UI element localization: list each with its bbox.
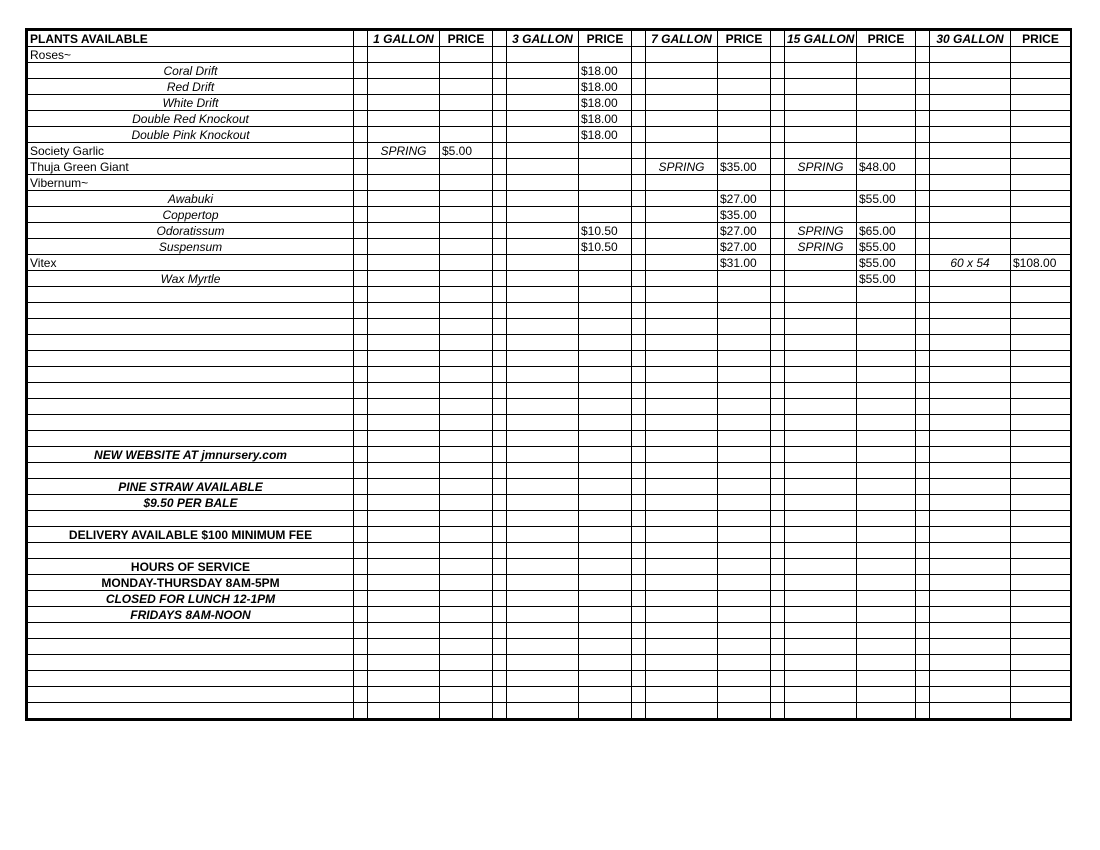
price-cell bbox=[579, 271, 632, 287]
size-cell bbox=[646, 79, 718, 95]
size-cell bbox=[930, 175, 1011, 191]
price-cell bbox=[718, 95, 771, 111]
size-cell bbox=[785, 95, 857, 111]
price-cell: $35.00 bbox=[718, 159, 771, 175]
size-cell bbox=[930, 271, 1011, 287]
note-hours-lunch: CLOSED FOR LUNCH 12-1PM bbox=[28, 591, 354, 607]
size-cell bbox=[368, 111, 440, 127]
header-3-gallon: 3 GALLON bbox=[507, 31, 579, 47]
table-row bbox=[28, 63, 1071, 79]
size-cell bbox=[507, 191, 579, 207]
note-row bbox=[28, 495, 1071, 511]
header-price-15: PRICE bbox=[857, 31, 916, 47]
table-row bbox=[28, 111, 1071, 127]
price-cell bbox=[857, 47, 916, 63]
note-hours-weekday: MONDAY-THURSDAY 8AM-5PM bbox=[28, 575, 354, 591]
price-cell: $27.00 bbox=[718, 223, 771, 239]
header-30-gallon: 30 GALLON bbox=[930, 31, 1011, 47]
note-website: NEW WEBSITE AT jmnursery.com bbox=[28, 447, 354, 463]
size-cell bbox=[368, 191, 440, 207]
size-cell bbox=[785, 47, 857, 63]
price-cell bbox=[579, 47, 632, 63]
price-cell bbox=[440, 95, 493, 111]
note-row bbox=[28, 607, 1071, 623]
blank-row bbox=[28, 431, 1071, 447]
blank-cell bbox=[28, 367, 354, 383]
blank-cell bbox=[28, 415, 354, 431]
plant-name: Thuja Green Giant bbox=[28, 159, 354, 175]
size-cell bbox=[507, 63, 579, 79]
size-cell bbox=[507, 223, 579, 239]
blank-row bbox=[28, 383, 1071, 399]
size-cell bbox=[646, 63, 718, 79]
size-cell bbox=[930, 239, 1011, 255]
price-cell bbox=[579, 175, 632, 191]
size-cell bbox=[507, 79, 579, 95]
size-cell bbox=[507, 47, 579, 63]
price-cell bbox=[440, 127, 493, 143]
table-row bbox=[28, 95, 1071, 111]
size-cell bbox=[507, 95, 579, 111]
price-cell bbox=[718, 143, 771, 159]
size-cell bbox=[785, 143, 857, 159]
price-cell bbox=[857, 111, 916, 127]
size-cell bbox=[785, 63, 857, 79]
size-cell bbox=[930, 159, 1011, 175]
size-cell bbox=[646, 127, 718, 143]
price-cell: $10.50 bbox=[579, 239, 632, 255]
blank-cell bbox=[28, 687, 354, 703]
plant-name: Coppertop bbox=[28, 207, 354, 223]
price-cell bbox=[440, 255, 493, 271]
blank-row bbox=[28, 703, 1071, 719]
blank-cell bbox=[28, 543, 354, 559]
table-row bbox=[28, 239, 1071, 255]
price-cell bbox=[440, 223, 493, 239]
plant-name: Odoratissum bbox=[28, 223, 354, 239]
price-cell bbox=[440, 159, 493, 175]
price-cell bbox=[857, 63, 916, 79]
size-cell bbox=[930, 127, 1011, 143]
table-row bbox=[28, 271, 1071, 287]
price-cell: $18.00 bbox=[579, 95, 632, 111]
price-cell bbox=[440, 191, 493, 207]
price-cell bbox=[718, 127, 771, 143]
note-pine-straw: PINE STRAW AVAILABLE bbox=[28, 479, 354, 495]
plant-name: Awabuki bbox=[28, 191, 354, 207]
blank-row bbox=[28, 543, 1071, 559]
size-cell bbox=[930, 95, 1011, 111]
note-row bbox=[28, 575, 1071, 591]
price-cell: $35.00 bbox=[718, 207, 771, 223]
note-row bbox=[28, 479, 1071, 495]
size-cell: SPRING bbox=[785, 239, 857, 255]
size-cell bbox=[646, 111, 718, 127]
price-cell bbox=[1011, 63, 1071, 79]
size-cell bbox=[785, 127, 857, 143]
price-cell bbox=[857, 175, 916, 191]
price-cell: $55.00 bbox=[857, 191, 916, 207]
note-pine-price: $9.50 PER BALE bbox=[28, 495, 354, 511]
plant-name: White Drift bbox=[28, 95, 354, 111]
size-cell bbox=[646, 239, 718, 255]
blank-row bbox=[28, 671, 1071, 687]
blank-cell bbox=[28, 303, 354, 319]
blank-row bbox=[28, 303, 1071, 319]
price-cell bbox=[1011, 223, 1071, 239]
blank-cell bbox=[28, 335, 354, 351]
price-cell bbox=[857, 127, 916, 143]
table-row bbox=[28, 255, 1071, 271]
size-cell bbox=[646, 95, 718, 111]
note-delivery: DELIVERY AVAILABLE $100 MINIMUM FEE bbox=[28, 527, 354, 543]
size-cell bbox=[930, 63, 1011, 79]
size-cell bbox=[507, 255, 579, 271]
plant-name: Double Red Knockout bbox=[28, 111, 354, 127]
price-cell: $48.00 bbox=[857, 159, 916, 175]
price-cell bbox=[440, 175, 493, 191]
blank-cell bbox=[28, 511, 354, 527]
blank-cell bbox=[28, 351, 354, 367]
blank-row bbox=[28, 511, 1071, 527]
plant-name: Vitex bbox=[28, 255, 354, 271]
price-cell bbox=[579, 207, 632, 223]
price-cell bbox=[440, 271, 493, 287]
price-cell bbox=[718, 47, 771, 63]
size-cell bbox=[368, 63, 440, 79]
blank-row bbox=[28, 351, 1071, 367]
price-cell: $18.00 bbox=[579, 79, 632, 95]
blank-row bbox=[28, 463, 1071, 479]
price-cell bbox=[440, 207, 493, 223]
price-cell bbox=[1011, 175, 1071, 191]
size-cell bbox=[930, 223, 1011, 239]
blank-row bbox=[28, 655, 1071, 671]
plant-name: Vibernum~ bbox=[28, 175, 354, 191]
blank-row bbox=[28, 319, 1071, 335]
price-cell bbox=[1011, 143, 1071, 159]
header-plants-available: PLANTS AVAILABLE bbox=[28, 31, 354, 47]
price-cell: $18.00 bbox=[579, 127, 632, 143]
price-cell bbox=[579, 255, 632, 271]
price-list-sheet bbox=[25, 28, 1072, 721]
size-cell bbox=[785, 191, 857, 207]
table-row bbox=[28, 207, 1071, 223]
table-row bbox=[28, 175, 1071, 191]
size-cell: SPRING bbox=[368, 143, 440, 159]
price-cell bbox=[1011, 79, 1071, 95]
header-1-gallon: 1 GALLON bbox=[368, 31, 440, 47]
size-cell bbox=[785, 79, 857, 95]
blank-row bbox=[28, 335, 1071, 351]
size-cell: SPRING bbox=[646, 159, 718, 175]
blank-cell bbox=[28, 287, 354, 303]
size-cell bbox=[368, 207, 440, 223]
plant-price-table bbox=[27, 30, 1071, 719]
header-price-3: PRICE bbox=[579, 31, 632, 47]
table-row bbox=[28, 79, 1071, 95]
size-cell bbox=[785, 271, 857, 287]
size-cell bbox=[785, 255, 857, 271]
note-row bbox=[28, 447, 1071, 463]
price-cell: $18.00 bbox=[579, 111, 632, 127]
size-cell bbox=[930, 143, 1011, 159]
price-cell bbox=[440, 239, 493, 255]
plant-name: Society Garlic bbox=[28, 143, 354, 159]
size-cell bbox=[930, 79, 1011, 95]
plant-name: Double Pink Knockout bbox=[28, 127, 354, 143]
blank-row bbox=[28, 287, 1071, 303]
size-cell bbox=[785, 207, 857, 223]
size-cell bbox=[930, 47, 1011, 63]
table-row bbox=[28, 143, 1071, 159]
price-cell: $55.00 bbox=[857, 255, 916, 271]
price-cell bbox=[1011, 191, 1071, 207]
size-cell bbox=[646, 191, 718, 207]
price-cell bbox=[579, 159, 632, 175]
size-cell bbox=[507, 143, 579, 159]
blank-row bbox=[28, 623, 1071, 639]
size-cell bbox=[507, 111, 579, 127]
size-cell bbox=[507, 271, 579, 287]
size-cell bbox=[930, 191, 1011, 207]
note-row bbox=[28, 559, 1071, 575]
table-row bbox=[28, 223, 1071, 239]
price-cell bbox=[857, 207, 916, 223]
price-cell: $27.00 bbox=[718, 191, 771, 207]
price-cell bbox=[440, 111, 493, 127]
table-row bbox=[28, 127, 1071, 143]
blank-cell bbox=[28, 463, 354, 479]
size-cell bbox=[368, 239, 440, 255]
price-cell bbox=[1011, 207, 1071, 223]
price-cell: $10.50 bbox=[579, 223, 632, 239]
size-cell bbox=[930, 111, 1011, 127]
table-row bbox=[28, 191, 1071, 207]
price-cell: $55.00 bbox=[857, 239, 916, 255]
size-cell bbox=[368, 159, 440, 175]
size-cell bbox=[646, 175, 718, 191]
size-cell bbox=[368, 255, 440, 271]
blank-row bbox=[28, 415, 1071, 431]
blank-row bbox=[28, 399, 1071, 415]
size-cell bbox=[646, 255, 718, 271]
price-cell bbox=[718, 271, 771, 287]
price-cell: $108.00 bbox=[1011, 255, 1071, 271]
price-cell: $27.00 bbox=[718, 239, 771, 255]
price-cell bbox=[718, 63, 771, 79]
price-cell bbox=[1011, 95, 1071, 111]
size-cell bbox=[646, 271, 718, 287]
plant-name: Suspensum bbox=[28, 239, 354, 255]
size-cell: SPRING bbox=[785, 223, 857, 239]
size-cell bbox=[930, 207, 1011, 223]
price-cell bbox=[440, 79, 493, 95]
price-cell bbox=[579, 191, 632, 207]
blank-cell bbox=[28, 431, 354, 447]
price-cell bbox=[1011, 127, 1071, 143]
size-cell bbox=[646, 143, 718, 159]
price-cell bbox=[1011, 271, 1071, 287]
blank-row bbox=[28, 639, 1071, 655]
plant-name: Wax Myrtle bbox=[28, 271, 354, 287]
note-row bbox=[28, 527, 1071, 543]
price-cell bbox=[857, 95, 916, 111]
table-row bbox=[28, 47, 1071, 63]
blank-cell bbox=[28, 319, 354, 335]
header-price-7: PRICE bbox=[718, 31, 771, 47]
blank-row bbox=[28, 367, 1071, 383]
blank-cell bbox=[28, 399, 354, 415]
header-price-1: PRICE bbox=[440, 31, 493, 47]
size-cell: SPRING bbox=[785, 159, 857, 175]
table-body bbox=[28, 47, 1071, 719]
price-cell bbox=[440, 63, 493, 79]
plant-name: Red Drift bbox=[28, 79, 354, 95]
price-cell bbox=[857, 79, 916, 95]
size-cell bbox=[507, 159, 579, 175]
size-cell bbox=[785, 175, 857, 191]
size-cell bbox=[646, 207, 718, 223]
blank-cell bbox=[28, 639, 354, 655]
size-cell bbox=[368, 271, 440, 287]
price-cell bbox=[579, 143, 632, 159]
price-cell: $5.00 bbox=[440, 143, 493, 159]
header-price-30: PRICE bbox=[1011, 31, 1071, 47]
note-hours-friday: FRIDAYS 8AM-NOON bbox=[28, 607, 354, 623]
price-cell: $18.00 bbox=[579, 63, 632, 79]
size-cell bbox=[507, 175, 579, 191]
price-cell bbox=[718, 79, 771, 95]
price-cell bbox=[1011, 159, 1071, 175]
plant-name: Roses~ bbox=[28, 47, 354, 63]
size-cell bbox=[507, 239, 579, 255]
price-cell bbox=[718, 111, 771, 127]
price-cell bbox=[440, 47, 493, 63]
plant-name: Coral Drift bbox=[28, 63, 354, 79]
note-row bbox=[28, 591, 1071, 607]
size-cell bbox=[507, 127, 579, 143]
blank-cell bbox=[28, 703, 354, 719]
price-cell bbox=[1011, 47, 1071, 63]
blank-row bbox=[28, 687, 1071, 703]
size-cell bbox=[368, 47, 440, 63]
blank-cell bbox=[28, 655, 354, 671]
size-cell bbox=[368, 95, 440, 111]
size-cell bbox=[368, 223, 440, 239]
price-cell: $31.00 bbox=[718, 255, 771, 271]
size-cell bbox=[368, 79, 440, 95]
price-cell: $55.00 bbox=[857, 271, 916, 287]
blank-cell bbox=[28, 383, 354, 399]
note-hours-title: HOURS OF SERVICE bbox=[28, 559, 354, 575]
size-cell bbox=[507, 207, 579, 223]
size-cell bbox=[368, 127, 440, 143]
size-cell bbox=[368, 175, 440, 191]
header-row bbox=[28, 31, 1071, 47]
price-cell bbox=[718, 175, 771, 191]
blank-cell bbox=[28, 671, 354, 687]
table-row bbox=[28, 159, 1071, 175]
price-cell bbox=[857, 143, 916, 159]
price-cell bbox=[1011, 239, 1071, 255]
size-cell bbox=[646, 47, 718, 63]
price-cell bbox=[1011, 111, 1071, 127]
blank-cell bbox=[28, 623, 354, 639]
size-cell: 60 x 54 bbox=[930, 255, 1011, 271]
header-7-gallon: 7 GALLON bbox=[646, 31, 718, 47]
price-cell: $65.00 bbox=[857, 223, 916, 239]
size-cell bbox=[785, 111, 857, 127]
header-15-gallon: 15 GALLON bbox=[785, 31, 857, 47]
size-cell bbox=[646, 223, 718, 239]
